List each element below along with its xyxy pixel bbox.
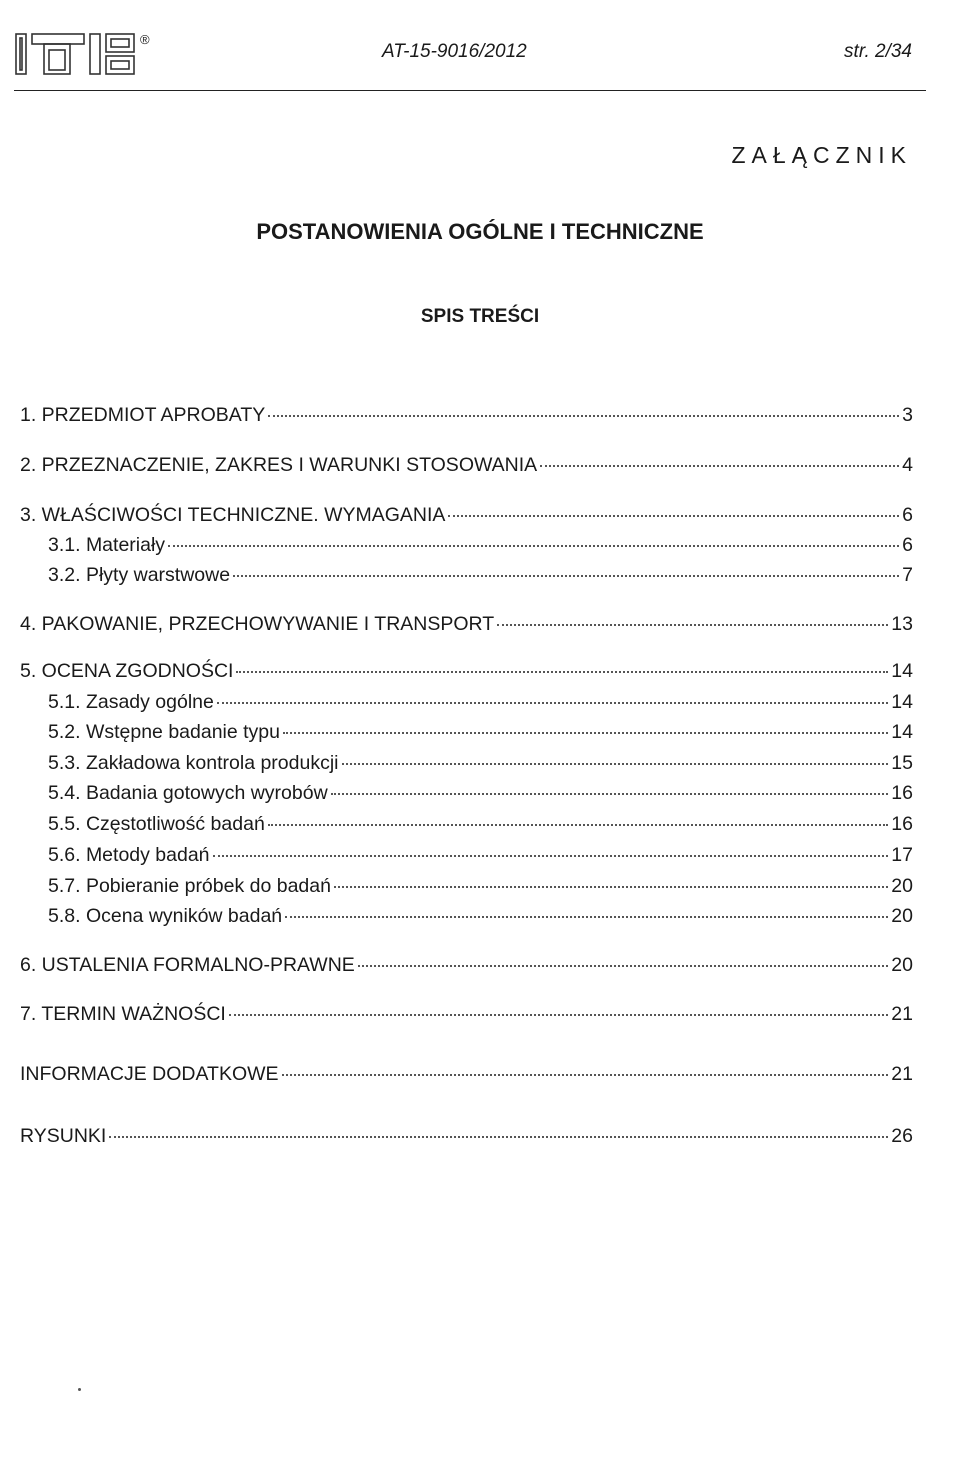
toc-entry-label: 6. USTALENIA FORMALNO-PRAWNE (20, 954, 355, 976)
toc-entry-label: 2. PRZEZNACZENIE, ZAKRES I WARUNKI STOSOWANIA (20, 454, 538, 476)
toc-entry-page: 14 (891, 721, 913, 743)
toc-entry[interactable] (48, 563, 913, 587)
toc-leader (448, 515, 899, 517)
toc-entry[interactable] (20, 1002, 913, 1026)
toc-entry-page: 15 (891, 752, 913, 774)
toc-leader (268, 824, 889, 826)
toc-entry[interactable] (20, 612, 913, 636)
toc-leader (109, 1136, 888, 1138)
toc-entry-page: 16 (891, 782, 913, 804)
toc-entry[interactable] (48, 843, 913, 867)
toc-entry-label: 3. WŁAŚCIWOŚCI TECHNICZNE. WYMAGANIA (20, 504, 446, 526)
toc-entry[interactable] (20, 953, 913, 977)
toc-leader (358, 965, 888, 967)
toc-entry-page: 20 (891, 905, 913, 927)
toc-entry-page: 26 (891, 1125, 913, 1147)
toc-leader (233, 575, 899, 577)
toc-entry-page: 6 (902, 504, 913, 526)
toc-heading: SPIS TREŚCI (420, 306, 540, 327)
toc-entry-label: INFORMACJE DODATKOWE (20, 1063, 279, 1085)
toc-leader (213, 855, 889, 857)
header-divider (14, 90, 926, 91)
toc-entry[interactable] (20, 659, 913, 683)
toc-entry-page: 13 (891, 613, 913, 635)
toc-entry-label: 5. OCENA ZGODNOŚCI (20, 660, 234, 682)
registered-mark: ® (140, 32, 150, 47)
toc-entry-page: 7 (902, 564, 913, 586)
toc-entry-page: 14 (891, 691, 913, 713)
toc-leader (285, 916, 888, 918)
toc-entry[interactable] (48, 812, 913, 836)
scan-speck (78, 1388, 81, 1391)
toc-entry[interactable] (48, 781, 913, 805)
itb-logo-icon (14, 30, 164, 80)
toc-leader (268, 415, 899, 417)
toc-entry-page: 17 (891, 844, 913, 866)
toc-entry[interactable] (48, 720, 913, 744)
page-title: POSTANOWIENIA OGÓLNE I TECHNICZNE (256, 219, 704, 244)
toc-entry-page: 14 (891, 660, 913, 682)
toc-entry-label: 3.1. Materiały (48, 534, 166, 556)
toc-leader (283, 732, 888, 734)
page-header (0, 0, 960, 95)
toc-entry-label: RYSUNKI (20, 1125, 107, 1147)
toc-entry[interactable] (48, 533, 913, 557)
toc-entry-label: 3.2. Płyty warstwowe (48, 564, 231, 586)
toc-leader (217, 702, 888, 704)
toc-entry-page: 3 (902, 404, 913, 426)
toc-entry-label: 7. TERMIN WAŻNOŚCI (20, 1003, 226, 1025)
toc-entry-page: 20 (891, 875, 913, 897)
document-code: AT-15-9016/2012 (382, 41, 527, 62)
toc-entry[interactable] (20, 453, 913, 477)
toc-entry-page: 21 (891, 1063, 913, 1085)
toc-entry-label: 5.3. Zakładowa kontrola produkcji (48, 752, 339, 774)
toc-entry[interactable] (20, 1124, 913, 1148)
toc-entry-label: 5.2. Wstępne badanie typu (48, 721, 280, 743)
toc-leader (331, 793, 889, 795)
toc-entry[interactable] (20, 1062, 913, 1086)
toc-entry-label: 5.5. Częstotliwość badań (48, 813, 265, 835)
toc-entry-page: 16 (891, 813, 913, 835)
toc-entry-page: 20 (891, 954, 913, 976)
toc-leader (540, 465, 899, 467)
toc-entry-label: 5.4. Badania gotowych wyrobów (48, 782, 328, 804)
toc-entry[interactable] (48, 690, 913, 714)
toc-entry-page: 4 (902, 454, 913, 476)
toc-entry-page: 21 (891, 1003, 913, 1025)
toc-entry-label: 5.7. Pobieranie próbek do badań (48, 875, 331, 897)
toc-leader (229, 1014, 888, 1016)
toc-leader (342, 763, 889, 765)
toc-leader (236, 671, 888, 673)
toc-leader (497, 624, 888, 626)
page-number: str. 2/34 (844, 41, 912, 62)
toc-entry-label: 1. PRZEDMIOT APROBATY (20, 404, 266, 426)
toc-entry-label: 5.8. Ocena wyników badań (48, 905, 283, 927)
annex-label: ZAŁĄCZNIK (731, 142, 912, 168)
toc-entry-page: 6 (902, 534, 913, 556)
toc-entry-label: 4. PAKOWANIE, PRZECHOWYWANIE I TRANSPORT (20, 613, 495, 635)
toc-entry[interactable] (20, 403, 913, 427)
toc-entry-label: 5.6. Metody badań (48, 844, 210, 866)
toc-leader (282, 1074, 889, 1076)
toc-leader (334, 886, 888, 888)
toc-entry-label: 5.1. Zasady ogólne (48, 691, 214, 713)
toc-entry[interactable] (48, 751, 913, 775)
toc-leader (168, 545, 899, 547)
toc-entry[interactable] (48, 904, 913, 928)
toc-entry[interactable] (20, 503, 913, 527)
toc-entry[interactable] (48, 874, 913, 898)
